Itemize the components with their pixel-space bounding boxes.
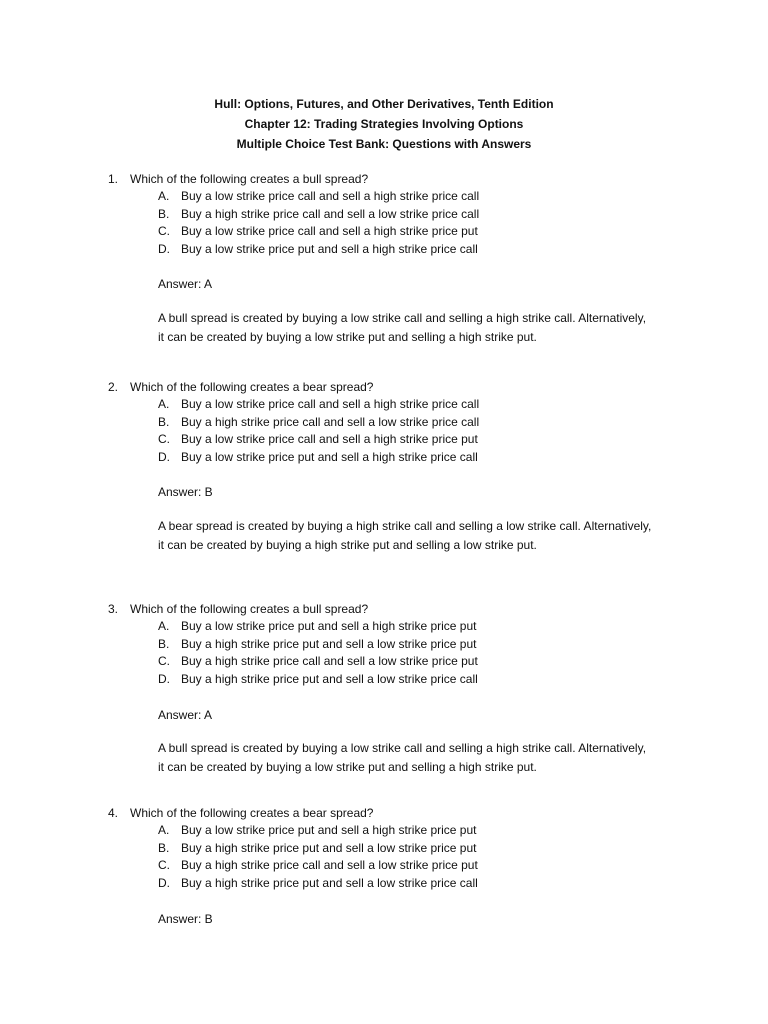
option-a — [108, 822, 708, 840]
test-bank-title: Multiple Choice Test Bank: Questions with Answers — [236, 137, 532, 151]
explanation-line: A bear spread is created by buying a high strike call and selling a low strike call. Alternatively, — [158, 519, 652, 533]
document-header — [0, 94, 768, 154]
explanation-line: it can be created by buying a low strike put and selling a high strike put. — [158, 760, 537, 774]
option-letter: B. — [158, 206, 170, 221]
option-c — [108, 223, 708, 241]
option-letter: B. — [158, 840, 170, 855]
question-stem — [108, 378, 708, 396]
option-text: Buy a low strike price call and sell a high strike price call — [181, 189, 480, 203]
option-text: Buy a high strike price call and sell a low strike price call — [181, 414, 480, 429]
question-2 — [108, 378, 708, 466]
option-text: Buy a high strike price put and sell a low strike price call — [181, 875, 478, 890]
answer-4: Answer: B — [158, 912, 213, 926]
question-4 — [108, 804, 708, 892]
answer-1: Answer: A — [158, 277, 213, 291]
explanation-line: A bull spread is created by buying a low strike call and selling a high strike call. Alternatively, — [158, 311, 647, 325]
question-number: 3. — [108, 602, 119, 616]
question-stem — [108, 600, 708, 618]
option-text: Buy a low strike price call and sell a high strike price call — [181, 397, 480, 411]
option-d — [108, 241, 708, 259]
option-text: Buy a low strike price put and sell a high strike price call — [181, 449, 478, 464]
option-letter: A. — [158, 619, 170, 633]
explanation-line: it can be created by buying a high strike put and selling a low strike put. — [158, 538, 537, 552]
option-letter: C. — [158, 858, 170, 872]
option-b — [108, 636, 708, 654]
option-letter: D. — [158, 671, 170, 686]
option-letter: A. — [158, 823, 170, 837]
explanation-line: A bull spread is created by buying a low strike call and selling a high strike call. Alternatively, — [158, 741, 647, 755]
question-number: 4. — [108, 806, 119, 820]
option-letter: D. — [158, 449, 170, 464]
option-c — [108, 431, 708, 449]
option-letter: A. — [158, 397, 170, 411]
option-a — [108, 188, 708, 206]
option-letter: D. — [158, 241, 170, 256]
option-letter: C. — [158, 432, 170, 446]
option-text: Buy a high strike price put and sell a low strike price put — [181, 840, 477, 855]
question-3 — [108, 600, 708, 688]
explanation-2 — [158, 517, 718, 555]
option-text: Buy a high strike price put and sell a low strike price call — [181, 671, 478, 686]
option-b — [108, 840, 708, 858]
question-stem — [108, 170, 708, 188]
explanation-line: it can be created by buying a low strike put and selling a high strike put. — [158, 330, 537, 344]
question-text: Which of the following creates a bear spread? — [130, 806, 374, 820]
option-d — [108, 671, 708, 689]
question-number: 2. — [108, 380, 119, 394]
option-b — [108, 414, 708, 432]
chapter-title: Chapter 12: Trading Strategies Involving Options — [244, 117, 524, 131]
question-number: 1. — [108, 172, 119, 186]
question-stem — [108, 804, 708, 822]
question-text: Which of the following creates a bull spread? — [130, 172, 369, 186]
option-letter: A. — [158, 189, 170, 203]
option-letter: B. — [158, 414, 170, 429]
option-letter: D. — [158, 875, 170, 890]
question-1 — [108, 170, 708, 258]
option-letter: C. — [158, 224, 170, 238]
option-d — [108, 449, 708, 467]
option-text: Buy a high strike price call and sell a low strike price put — [181, 654, 478, 668]
option-text: Buy a low strike price call and sell a high strike price put — [181, 432, 478, 446]
option-letter: C. — [158, 654, 170, 668]
option-d — [108, 875, 708, 893]
option-a — [108, 396, 708, 414]
explanation-3 — [158, 739, 718, 777]
question-text: Which of the following creates a bull spread? — [130, 602, 369, 616]
question-text: Which of the following creates a bear spread? — [130, 380, 374, 394]
book-title: Hull: Options, Futures, and Other Derivatives, Tenth Edition — [214, 97, 554, 111]
option-letter: B. — [158, 636, 170, 651]
option-text: Buy a low strike price put and sell a high strike price put — [181, 823, 477, 837]
explanation-1 — [158, 309, 718, 347]
option-text: Buy a low strike price put and sell a high strike price put — [181, 619, 477, 633]
answer-3: Answer: A — [158, 708, 213, 722]
option-text: Buy a low strike price call and sell a high strike price put — [181, 224, 478, 238]
option-text: Buy a high strike price put and sell a low strike price put — [181, 636, 477, 651]
option-c — [108, 857, 708, 875]
option-text: Buy a high strike price call and sell a low strike price put — [181, 858, 478, 872]
option-a — [108, 618, 708, 636]
answer-2: Answer: B — [158, 485, 213, 499]
option-text: Buy a low strike price put and sell a high strike price call — [181, 241, 478, 256]
option-text: Buy a high strike price call and sell a low strike price call — [181, 206, 480, 221]
option-b — [108, 206, 708, 224]
option-c — [108, 653, 708, 671]
